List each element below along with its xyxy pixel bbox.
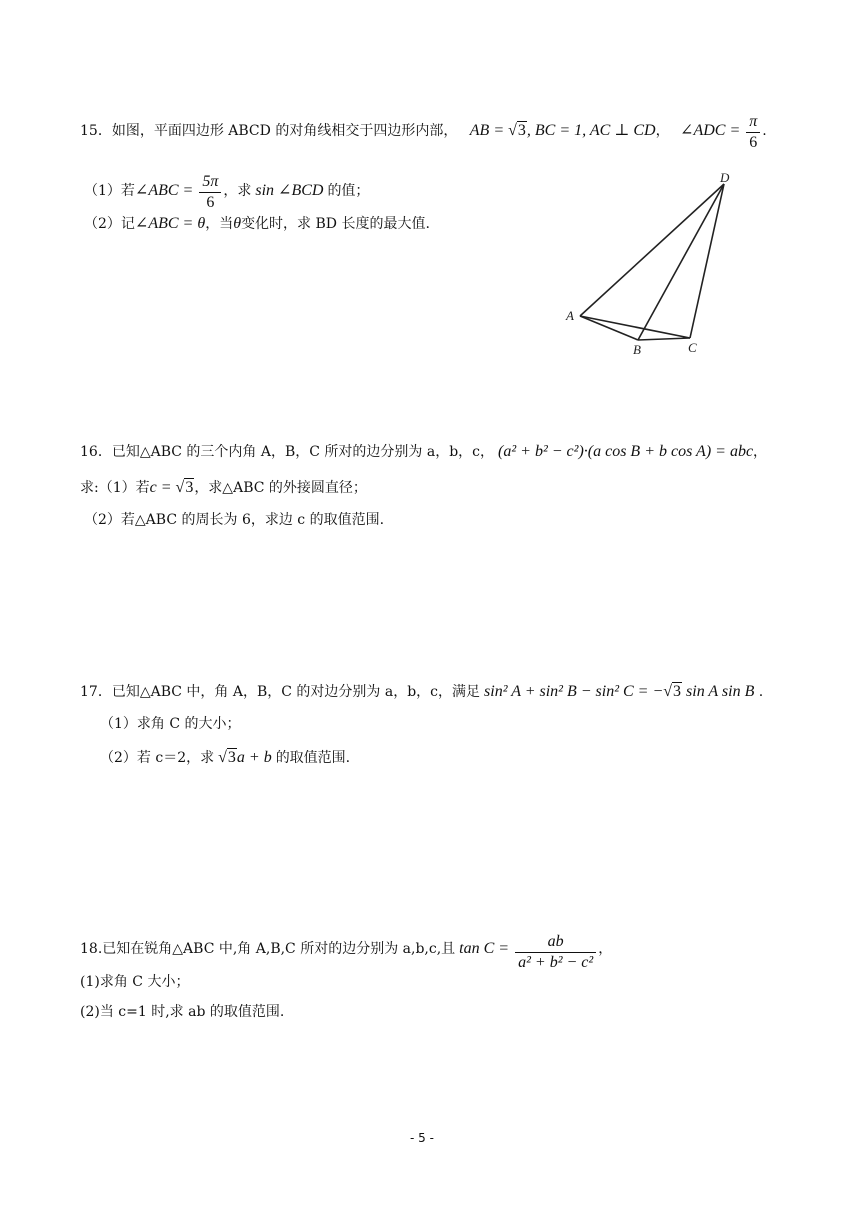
math-angle-theta: ∠ABC = θ: [134, 215, 206, 232]
problem-18-question-1: [80, 972, 189, 992]
q1-prefix: （1）若: [84, 183, 135, 199]
math-expr: a + b: [236, 749, 272, 766]
math-formula-tail: sin A sin B: [682, 683, 755, 700]
math-c: c =: [149, 479, 176, 496]
q1-mid: ，求: [223, 183, 252, 199]
math-formula: (a² + b² − c²)·(a cos B + b cos A) = abc: [498, 443, 754, 460]
problem-number: 16．: [80, 444, 112, 460]
label-d: D: [720, 170, 730, 185]
problem-16-question-2: [84, 510, 384, 530]
sqrt-3: √3: [218, 749, 236, 766]
q2-mid: ，当: [205, 216, 234, 232]
problem-17-question-1: [100, 714, 241, 734]
math-sin-bcd: sin ∠BCD: [255, 182, 324, 199]
problem-number: 15．: [80, 123, 112, 139]
comma: ，: [655, 123, 670, 139]
problem-17-line1: [80, 682, 763, 702]
q2-text: （2）若△ABC 的周长为 6，求边 c 的取值范围.: [84, 512, 385, 528]
q2-suffix: 的取值范围.: [275, 750, 351, 766]
edge-ac: [580, 316, 690, 338]
q2-text: (2)当 c=1 时,求 ab 的取值范围.: [80, 1004, 285, 1020]
problem-18-line1: [80, 932, 612, 973]
sqrt-3: √3: [175, 479, 194, 496]
label-b: B: [633, 342, 641, 357]
q1-text: （1）求角 C 的大小；: [100, 716, 241, 732]
q1-text: (1)求角 C 大小；: [80, 974, 190, 990]
period: .: [762, 123, 767, 139]
fraction-pi-6: $\frac{\pi}{6}$: [746, 112, 760, 153]
math-theta: θ: [233, 215, 242, 232]
quadrilateral-figure: [558, 168, 738, 368]
math-bc-ac-cd: , BC = 1, AC ⊥ CD: [526, 122, 656, 139]
edge-ad: [580, 184, 724, 316]
fraction-5pi-6: $\frac{5\pi}{6}$: [199, 172, 221, 213]
period: .: [754, 684, 764, 700]
sqrt-3: √3: [663, 683, 682, 700]
edge-cd: [690, 184, 724, 338]
fraction-ab: $\frac{ab}{\text{a² + b² − c²}}$: [515, 932, 596, 973]
q2-prefix: （2）记: [84, 216, 135, 232]
edge-bd: [638, 184, 724, 340]
q2-prefix: （2）若 c＝2，求: [100, 750, 215, 766]
problem-16-question-1: [80, 478, 367, 498]
problem-15-question-1: [84, 172, 369, 213]
problem-stem: 如图，平面四边形 ABCD 的对角线相交于四边形内部，: [111, 123, 458, 139]
math-formula: sin² A + sin² B − sin² C = −: [484, 683, 664, 700]
problem-stem: 已知在锐角△ABC 中,角 A,B,C 所对的边分别为 a,b,c,且: [102, 941, 456, 957]
problem-number: 17．: [80, 684, 112, 700]
sqrt-3: √3: [508, 122, 526, 139]
comma: ，: [753, 444, 768, 460]
problem-16-line1: [80, 442, 767, 462]
problem-15-line1: [80, 112, 767, 153]
problem-stem: 已知△ABC 的三个内角 A，B，C 所对的边分别为 a，b，c，: [111, 444, 495, 460]
math-angle-adc: ∠ADC =: [680, 122, 745, 139]
label-c: C: [688, 340, 697, 355]
problem-number: 18.: [80, 941, 103, 957]
math-ab: AB =: [469, 122, 509, 139]
edge-bc: [638, 338, 690, 340]
problem-15-question-2: [84, 214, 430, 234]
problem-stem: 已知△ABC 中，角 A，B，C 的对边分别为 a，b，c，满足: [111, 684, 481, 700]
edge-ab: [580, 316, 638, 340]
math-angle-abc: ∠ABC =: [134, 182, 198, 199]
q1-prefix: 求:（1）若: [80, 480, 150, 496]
page-number: - 5 -: [410, 1131, 434, 1145]
q1-suffix: ，求△ABC 的外接圆直径；: [194, 480, 367, 496]
q2-suffix: 变化时，求 BD 长度的最大值.: [241, 216, 430, 232]
problem-17-question-2: [100, 748, 350, 768]
problem-18-question-2: [80, 1002, 284, 1022]
q1-suffix: 的值；: [327, 183, 370, 199]
label-a: A: [566, 308, 574, 323]
math-tan-c: tan C =: [459, 940, 514, 957]
comma: ，: [598, 941, 613, 957]
